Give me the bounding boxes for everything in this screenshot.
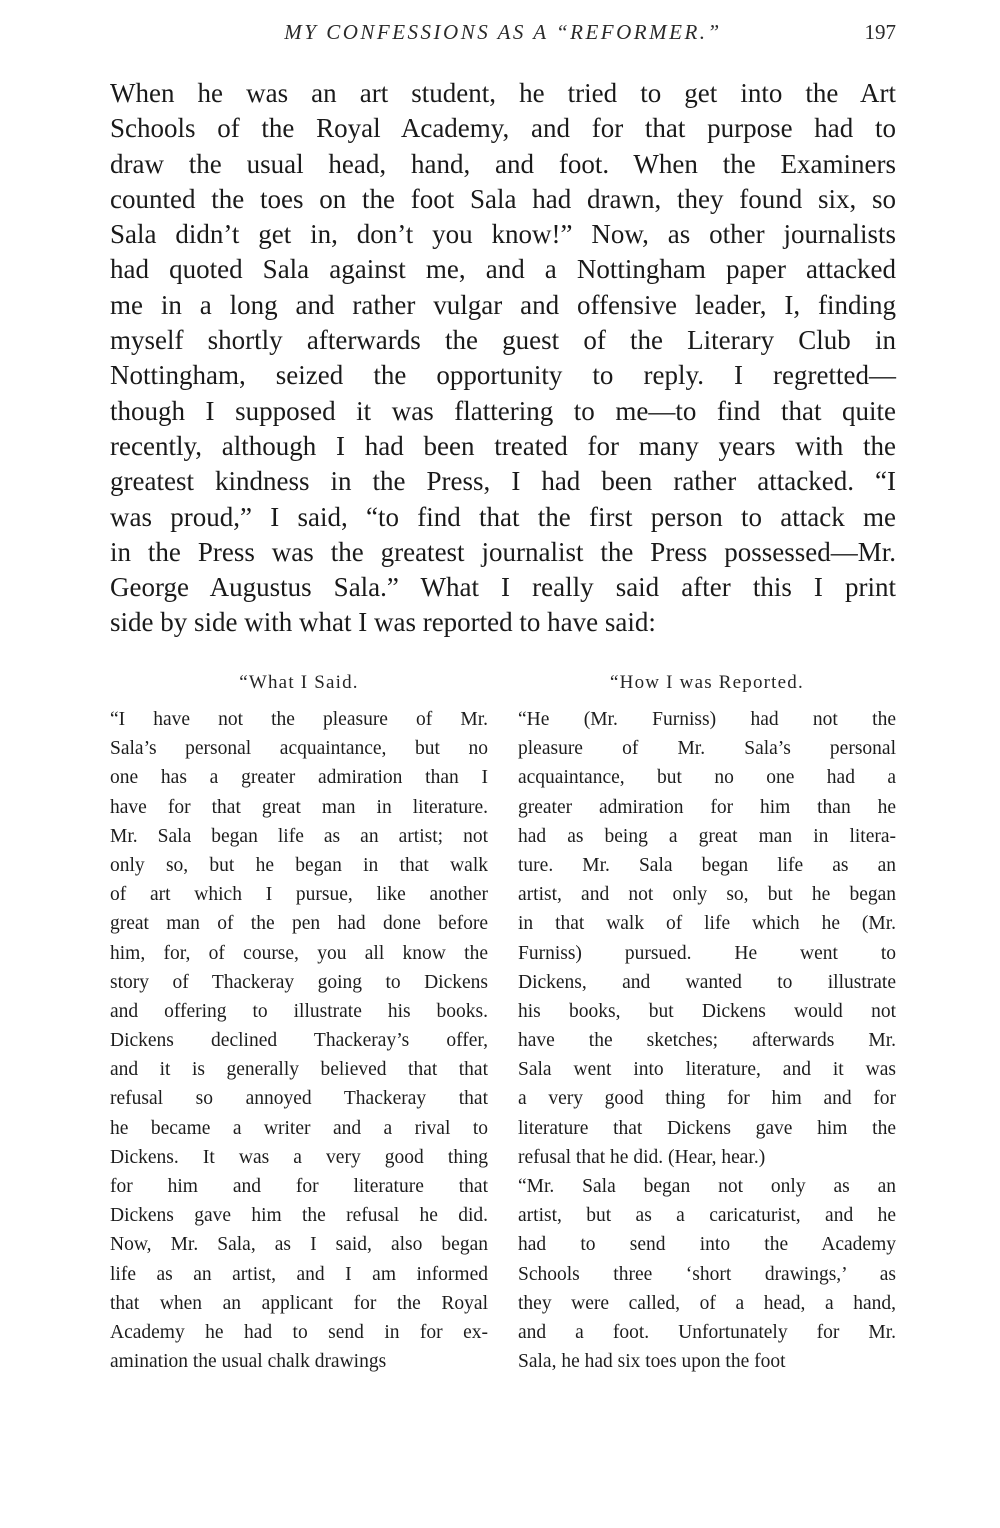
column-line: Dickens declined Thackeray’s offer, bbox=[110, 1030, 488, 1052]
column-line: artist, but as a caricaturist, and he bbox=[518, 1205, 896, 1227]
text-line: myself shortly afterwards the guest of the Literary Club in bbox=[110, 325, 896, 356]
column-line: they were called, of a head, a hand, bbox=[518, 1292, 896, 1314]
column-line: a very good thing for him and for bbox=[518, 1088, 896, 1110]
column-line: Schools three ‘short drawings,’ as bbox=[518, 1263, 896, 1285]
column-line: Sala’s personal acquaintance, but no bbox=[110, 738, 488, 760]
column-line: only so, but he began in that walk bbox=[110, 854, 488, 876]
column-line: have the sketches; afterwards Mr. bbox=[518, 1030, 896, 1052]
column-line: refusal so annoyed Thackeray that bbox=[110, 1088, 488, 1110]
column-line: in that walk of life which he (Mr. bbox=[518, 913, 896, 935]
column-line: had as being a great man in litera- bbox=[518, 825, 896, 847]
column-line: amination the usual chalk drawings bbox=[110, 1351, 387, 1373]
column-line: him, for, of course, you all know the bbox=[110, 942, 488, 964]
column-line: “Mr. Sala began not only as an bbox=[518, 1176, 896, 1197]
running-head bbox=[110, 18, 896, 48]
column-line: Dickens gave him the refusal he did. bbox=[110, 1205, 488, 1227]
text-line: Nottingham, seized the opportunity to reply. I regretted— bbox=[110, 360, 896, 391]
column-line: Academy he had to send in for ex- bbox=[110, 1321, 488, 1343]
column-line: his books, but Dickens would not bbox=[518, 1000, 896, 1022]
column-line: pleasure of Mr. Sala’s personal bbox=[518, 738, 896, 760]
column-line: have for that great man in literature. bbox=[110, 796, 488, 818]
how-i-was-reported-column bbox=[518, 668, 896, 1376]
text-line: recently, although I had been treated for many years with the bbox=[110, 430, 896, 461]
column-line: and offering to illustrate his books. bbox=[110, 1000, 488, 1022]
text-line: though I supposed it was flattering to me—to find that quite bbox=[110, 395, 896, 426]
text-line: George Augustus Sala.” What I really said after this I print bbox=[110, 572, 896, 603]
running-title: MY CONFESSIONS AS A “REFORMER.” bbox=[284, 20, 722, 44]
column-line: Dickens, and wanted to illustrate bbox=[518, 971, 896, 993]
column-line: “I have not the pleasure of Mr. bbox=[110, 709, 488, 730]
text-line: greatest kindness in the Press, I had been rather attacked. “I bbox=[110, 466, 896, 497]
column-line: acquaintance, but no one had a bbox=[518, 767, 896, 789]
text-line: Sala didn’t get in, don’t you know!” Now, as other journalists bbox=[110, 219, 896, 250]
main-paragraph bbox=[110, 76, 896, 641]
column-line: artist, and not only so, but he began bbox=[518, 884, 896, 906]
text-line: draw the usual head, hand, and foot. When the Examiners bbox=[110, 148, 896, 179]
text-line: in the Press was the greatest journalist the Press possessed—Mr. bbox=[110, 536, 896, 567]
column-line: refusal that he did. (Hear, hear.) bbox=[518, 1146, 766, 1168]
column-line: literature that Dickens gave him the bbox=[518, 1117, 896, 1139]
column-line: and it is generally believed that that bbox=[110, 1059, 488, 1081]
column-line: life as an artist, and I am informed bbox=[110, 1263, 488, 1285]
column-line: of art which I pursue, like another bbox=[110, 884, 488, 906]
column-line: Mr. Sala began life as an artist; not bbox=[110, 825, 488, 847]
column-line: Sala, he had six toes upon the foot bbox=[518, 1351, 786, 1373]
text-line: me in a long and rather vulgar and offensive leader, I, finding bbox=[110, 289, 896, 320]
column-line: “He (Mr. Furniss) had not the bbox=[518, 709, 896, 730]
text-line: had quoted Sala against me, and a Nottingham paper attacked bbox=[110, 254, 896, 285]
column-line: one has a greater admiration than I bbox=[110, 767, 488, 789]
column-text bbox=[518, 705, 896, 1376]
text-line: was proud,” I said, “to find that the first person to attack me bbox=[110, 501, 896, 532]
column-line: he became a writer and a rival to bbox=[110, 1117, 488, 1139]
column-line: great man of the pen had done before bbox=[110, 913, 488, 935]
column-line: had to send into the Academy bbox=[518, 1234, 896, 1256]
column-line: Furniss) pursued. He went to bbox=[518, 942, 896, 964]
what-i-said-column bbox=[110, 668, 488, 1376]
column-line: Sala went into literature, and it was bbox=[518, 1059, 896, 1081]
text-line: counted the toes on the foot Sala had drawn, they found six, so bbox=[110, 183, 896, 214]
column-line: story of Thackeray going to Dickens bbox=[110, 971, 488, 993]
column-line: Dickens. It was a very good thing bbox=[110, 1146, 488, 1168]
column-line: and a foot. Unfortunately for Mr. bbox=[518, 1321, 896, 1343]
text-line: Schools of the Royal Academy, and for that purpose had to bbox=[110, 113, 896, 144]
text-line: When he was an art student, he tried to get into the Art bbox=[110, 78, 896, 108]
text-line: side by side with what I was reported to have said: bbox=[110, 607, 656, 638]
column-text bbox=[110, 705, 488, 1376]
column-line: greater admiration for him than he bbox=[518, 796, 896, 818]
column-line: ture. Mr. Sala began life as an bbox=[518, 854, 896, 876]
column-heading: “What I Said. bbox=[239, 672, 359, 693]
column-heading: “How I was Reported. bbox=[610, 672, 804, 693]
page-number: 197 bbox=[864, 20, 896, 44]
column-line: that when an applicant for the Royal bbox=[110, 1292, 488, 1314]
column-line: Now, Mr. Sala, as I said, also began bbox=[110, 1234, 488, 1256]
column-line: for him and for literature that bbox=[110, 1176, 488, 1197]
